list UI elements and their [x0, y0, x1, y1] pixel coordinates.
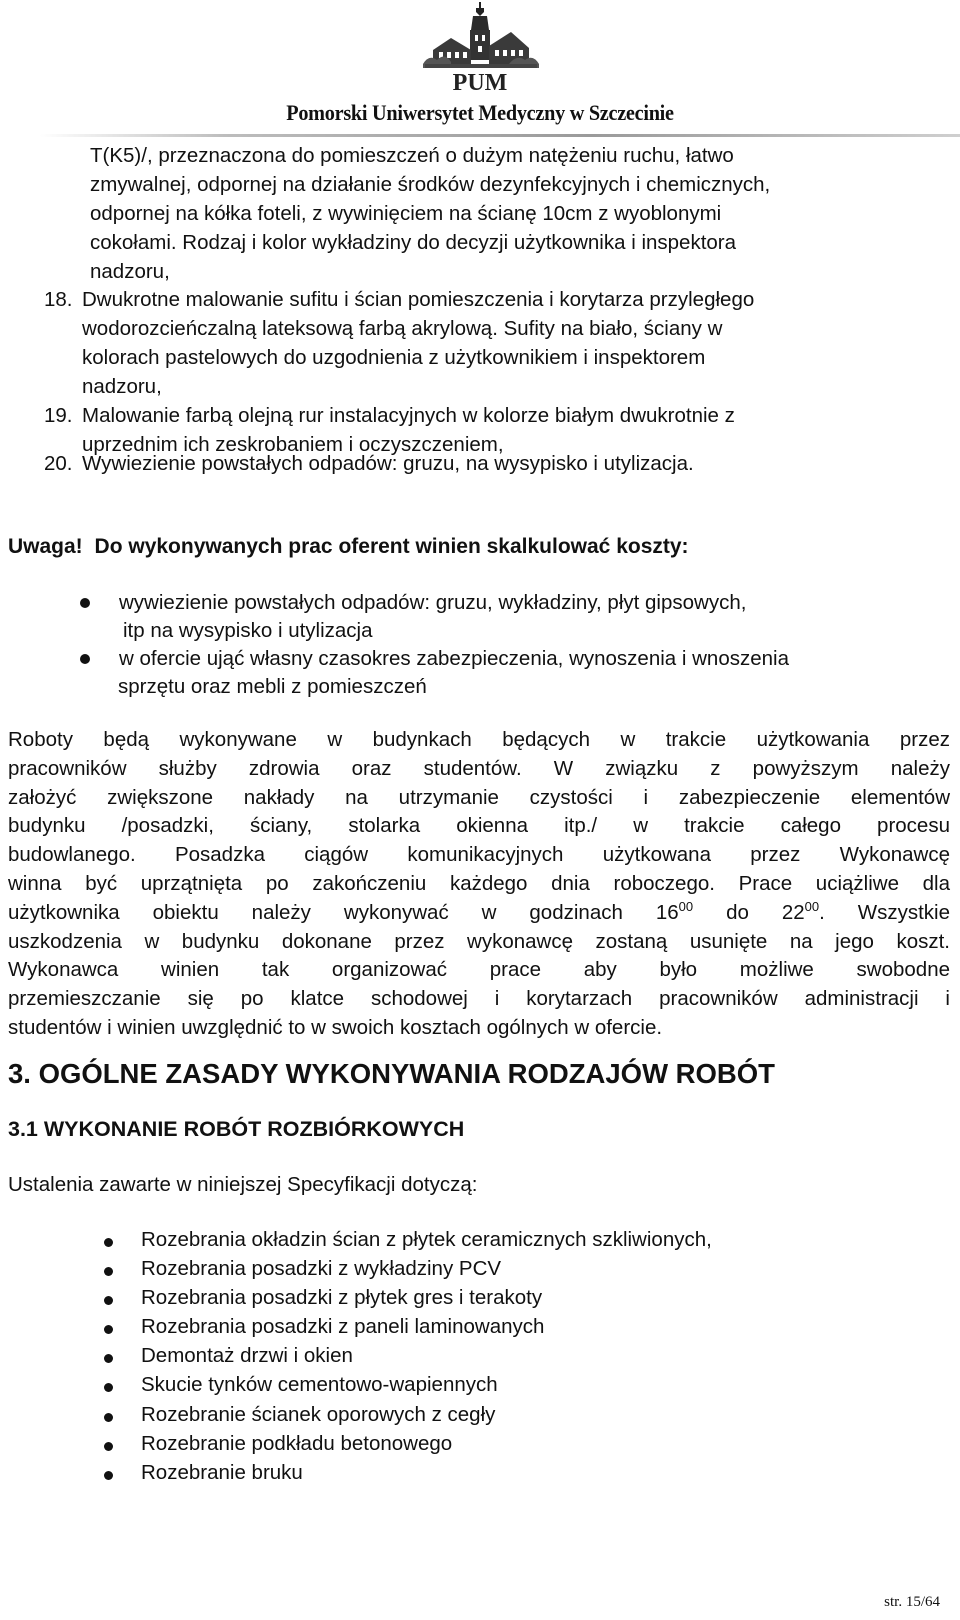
text-line: w ofercie ująć własny czasokres zabezpieczenia, wynoszenia i wnoszenia — [119, 647, 789, 670]
text-line: Wykonawca winien tak organizować prace aby było możliwe swobodne — [8, 958, 950, 982]
bullet-icon — [104, 1325, 113, 1334]
page-number: str. 15/64 — [884, 1594, 940, 1610]
text-line: budynku /posadzki, ściany, stolarka okienna itp./ w trakcie całego procesu — [8, 814, 950, 838]
text-line: itp na wysypisko i utylizacja — [123, 619, 373, 642]
svg-text:PUM: PUM — [452, 70, 508, 96]
bullet-icon — [104, 1296, 113, 1305]
section-heading: 3. OGÓLNE ZASADY WYKONYWANIA RODZAJÓW ROBÓT — [8, 1058, 775, 1089]
superscript: 00 — [678, 898, 694, 914]
bullet-icon — [104, 1383, 113, 1392]
university-logo — [415, 2, 545, 97]
list-item-text: Rozebranie podkładu betonowego — [141, 1432, 453, 1455]
text-line-hours — [8, 899, 950, 928]
text-fragment: użytkownika obiektu należy wykonywać w godzinach 16 — [8, 900, 679, 924]
text-line: cokołami. Rodzaj i kolor wykładziny do decyzji użytkownika i inspektora — [90, 231, 737, 254]
note-text: Do wykonywanych prac oferent winien skalkulować koszty: — [94, 535, 689, 558]
text-line: wodorozcieńczalną lateksową farbą akrylową. Sufity na biało, ściany w — [82, 317, 723, 340]
note-heading — [8, 532, 689, 561]
bullet-icon — [104, 1471, 113, 1480]
text-line: budowlanego. Posadzka ciągów komunikacyjnych użytkowana przez Wykonawcę — [8, 843, 950, 867]
bullet-icon — [104, 1238, 113, 1247]
university-name: Pomorski Uniwersytet Medyczny w Szczecinie — [286, 100, 674, 125]
superscript: 00 — [804, 898, 820, 914]
section-intro: Ustalenia zawarte w niniejszej Specyfikacji dotyczą: — [8, 1173, 478, 1196]
page-header — [0, 0, 960, 140]
list-item-text: Rozebrania okładzin ścian z płytek ceramicznych szkliwionych, — [141, 1228, 712, 1251]
list-item-17-continuation — [90, 141, 770, 286]
list-item-text: Rozebranie bruku — [141, 1461, 303, 1484]
body-paragraph — [8, 726, 950, 1043]
text-fragment: . Wszystkie — [819, 900, 950, 924]
bullet-icon — [80, 598, 90, 608]
text-fragment: do 22 — [693, 900, 805, 924]
text-line: nadzoru, — [90, 260, 170, 283]
text-line: nadzoru, — [82, 375, 162, 398]
text-line: Malowanie farbą olejną rur instalacyjnych w kolorze białym dwukrotnie z — [82, 404, 735, 427]
header-divider — [40, 134, 960, 137]
list-item-text: Rozebrania posadzki z wykładziny PCV — [141, 1257, 502, 1280]
list-item-text: Demontaż drzwi i okien — [141, 1344, 353, 1367]
text-line: uprzednim ich zeskrobaniem i oczyszczeniem, — [82, 433, 504, 456]
text-line: Dwukrotne malowanie sufitu i ścian pomieszczenia i korytarza przyległego — [82, 288, 755, 311]
text-line: zmywalnej, odpornej na działanie środków dezynfekcyjnych i chemicznych, — [90, 173, 771, 196]
text-line: Roboty będą wykonywane w budynkach będących w trakcie użytkowania przez — [8, 728, 950, 751]
text-line: założyć zwiększone nakłady na utrzymanie czystości i zabezpieczenie elementów — [8, 785, 950, 809]
list-item-text: Rozebranie ścianek oporowych z cegły — [141, 1403, 496, 1426]
text-line: sprzętu oraz mebli z pomieszczeń — [118, 675, 427, 698]
text-line: studentów i winien uwzględnić to w swoich kosztach ogólnych w ofercie. — [8, 1015, 663, 1039]
text-line: przemieszczanie się po klatce schodowej i korytarzach pracowników administracji i — [8, 987, 950, 1011]
text-line: kolorach pastelowych do uzgodnienia z użytkownikiem i inspektorem — [82, 346, 706, 369]
list-number: 19. — [44, 404, 73, 427]
list-item-text: Rozebrania posadzki z paneli laminowanych — [141, 1315, 545, 1338]
bullet-icon — [104, 1413, 113, 1422]
text-line: uszkodzenia w budynku dokonane przez wykonawcę zostaną usunięte na jego koszt. — [8, 929, 950, 953]
note-label: Uwaga! — [8, 535, 83, 558]
text-line: Wywiezienie powstałych odpadów: gruzu, na wysypisko i utylizacja. — [82, 452, 694, 475]
list-number: 20. — [44, 452, 73, 475]
text-line: pracowników służby zdrowia oraz studentów. W związku z powyższym należy — [8, 756, 950, 780]
text-line: winna być uprzątnięta po zakończeniu każdego dnia roboczego. Prace uciążliwe dla — [8, 871, 950, 895]
list-item-text: Skucie tynków cementowo-wapiennych — [141, 1373, 498, 1396]
list-number: 18. — [44, 288, 73, 311]
bullet-icon — [104, 1354, 113, 1363]
bullet-icon — [80, 654, 90, 664]
text-line: wywiezienie powstałych odpadów: gruzu, wykładziny, płyt gipsowych, — [119, 591, 747, 614]
subsection-heading: 3.1 WYKONANIE ROBÓT ROZBIÓRKOWYCH — [8, 1117, 465, 1141]
text-line: odpornej na kółka foteli, z wywinięciem na ścianę 10cm z wyoblonymi — [90, 202, 722, 225]
bullet-icon — [104, 1442, 113, 1451]
list-item-text: Rozebrania posadzki z płytek gres i terakoty — [141, 1286, 543, 1309]
text-line: T(K5)/, przeznaczona do pomieszczeń o dużym natężeniu ruchu, łatwo — [90, 144, 734, 167]
bullet-icon — [104, 1267, 113, 1276]
